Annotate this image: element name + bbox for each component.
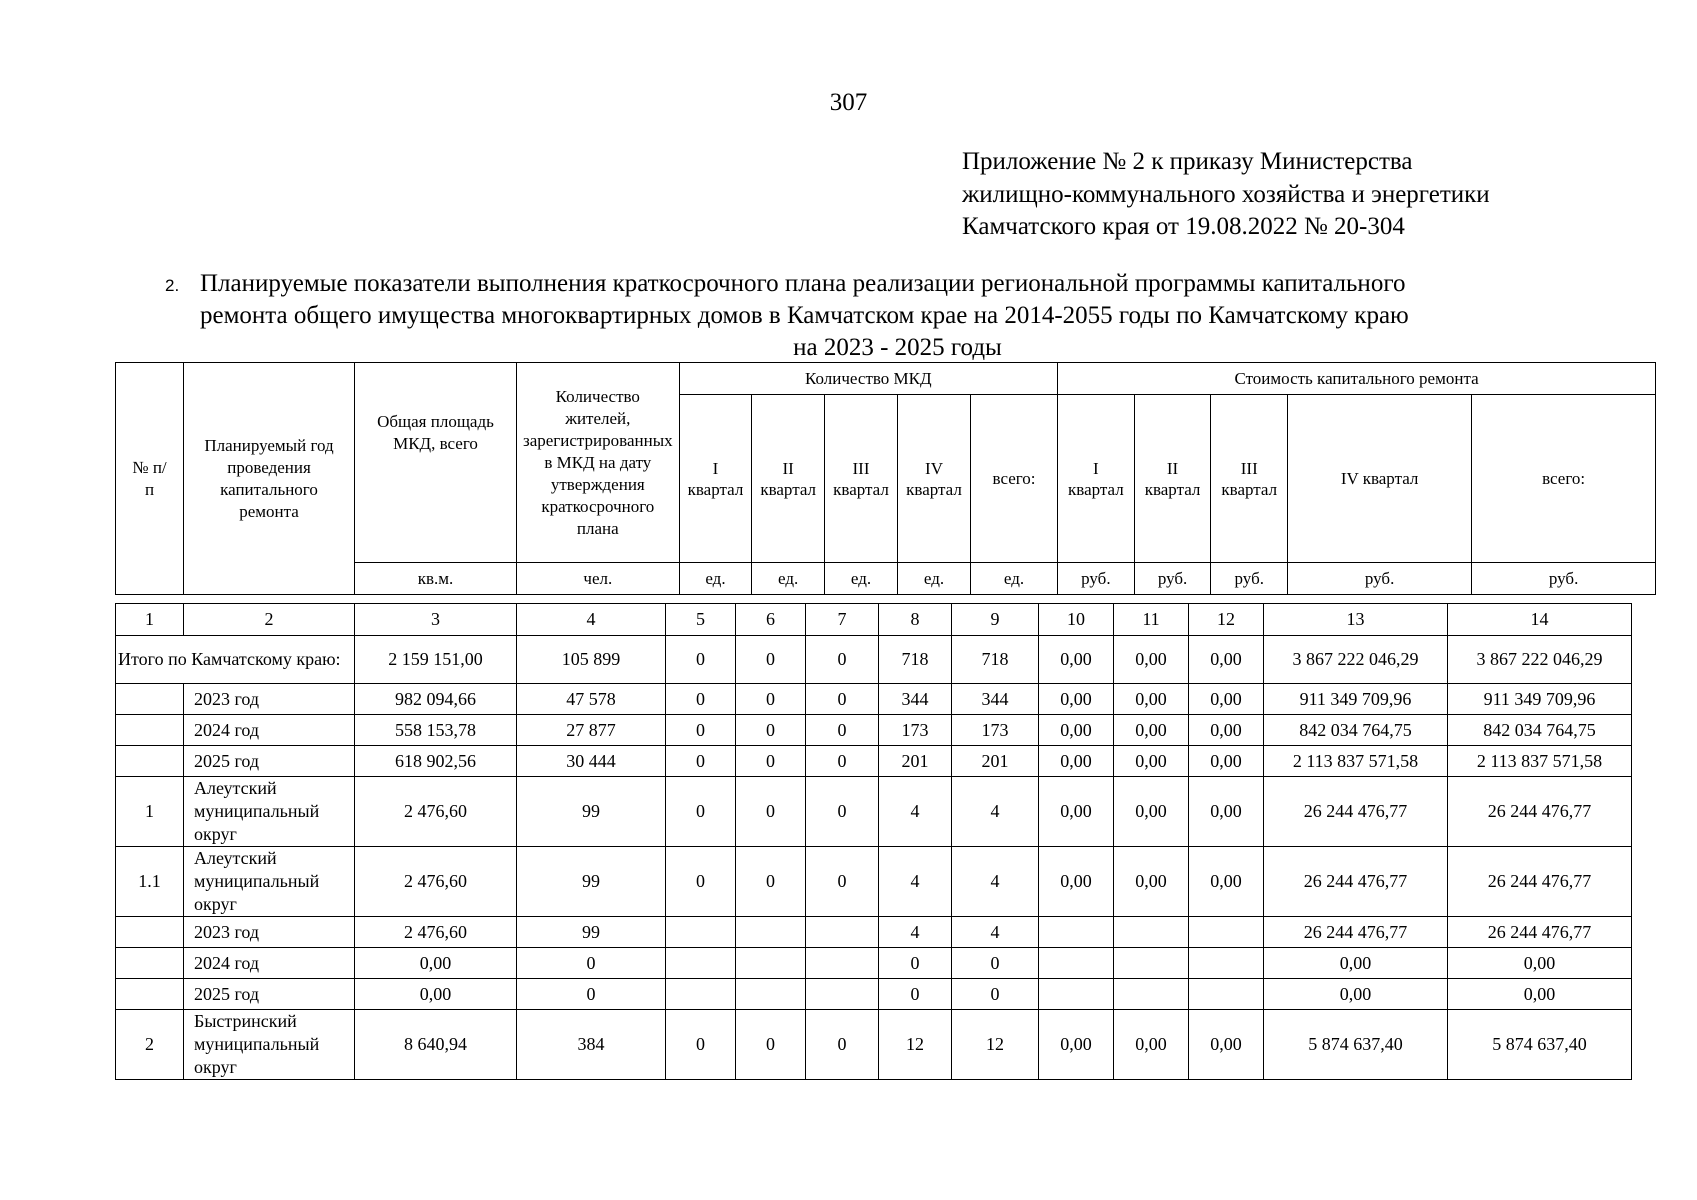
header-mkd-count: Количество МКД — [679, 363, 1057, 395]
header-cost-q2: II квартал — [1134, 395, 1211, 563]
cell-c2: 0,00 — [1114, 777, 1189, 847]
title-line: на 2023 - 2025 годы — [793, 334, 1002, 361]
table-row — [116, 777, 1632, 847]
unit-cell: ед. — [679, 563, 752, 595]
cell-c3: 0,00 — [1189, 684, 1264, 715]
header-cost-q4: IV квартал — [1288, 395, 1472, 563]
col-number: 14 — [1448, 604, 1632, 636]
cell-m2: 0 — [736, 746, 806, 777]
cell-residents: 47 578 — [517, 684, 666, 715]
cell-residents: 30 444 — [517, 746, 666, 777]
row-number: 2 — [116, 1010, 184, 1080]
table-row — [116, 684, 1632, 715]
col-number: 4 — [517, 604, 666, 636]
header-cost-total: всего: — [1472, 395, 1656, 563]
cell-m2: 0 — [736, 777, 806, 847]
cell-residents: 99 — [517, 777, 666, 847]
cell-c3: 0,00 — [1189, 1010, 1264, 1080]
cell-residents: 0 — [517, 948, 666, 979]
cell-m2 — [736, 948, 806, 979]
cell-c2 — [1114, 917, 1189, 948]
unit-cell: руб. — [1211, 563, 1288, 595]
cell-m4: 173 — [879, 715, 952, 746]
cell-m3: 0 — [806, 847, 879, 917]
row-number — [116, 746, 184, 777]
header-residents: Количество жителей, зарегистрированных в МКД на дату утверждения краткосрочного плана — [517, 363, 680, 563]
cell-m4: 718 — [879, 636, 952, 684]
cell-area: 2 159 151,00 — [355, 636, 517, 684]
cell-c3 — [1189, 917, 1264, 948]
cell-mt: 201 — [952, 746, 1039, 777]
cell-m3 — [806, 948, 879, 979]
cell-area: 0,00 — [355, 979, 517, 1010]
header-mkd-q1: I квартал — [679, 395, 752, 563]
cell-c4: 842 034 764,75 — [1264, 715, 1448, 746]
col-number: 1 — [116, 604, 184, 636]
cell-residents: 99 — [517, 847, 666, 917]
col-number: 3 — [355, 604, 517, 636]
table-row — [116, 948, 1632, 979]
appendix-line: Камчатского края от 19.08.2022 № 20-304 — [962, 213, 1405, 240]
cell-m2 — [736, 917, 806, 948]
cell-c4: 0,00 — [1264, 948, 1448, 979]
row-name: 2024 год — [184, 715, 355, 746]
row-name: 2023 год — [184, 917, 355, 948]
cell-area: 2 476,60 — [355, 847, 517, 917]
cell-c2: 0,00 — [1114, 715, 1189, 746]
cell-c3: 0,00 — [1189, 746, 1264, 777]
header-mkd-q2: II квартал — [752, 395, 825, 563]
cell-m1: 0 — [666, 1010, 736, 1080]
column-numbers-row — [116, 604, 1632, 636]
cell-ct: 0,00 — [1448, 948, 1632, 979]
cell-m1: 0 — [666, 847, 736, 917]
header-cost-q1: I квартал — [1058, 395, 1135, 563]
cell-area: 2 476,60 — [355, 917, 517, 948]
row-number: 1.1 — [116, 847, 184, 917]
table-row — [116, 1010, 1632, 1080]
appendix-note — [962, 146, 1490, 244]
cell-m3: 0 — [806, 636, 879, 684]
cell-m1 — [666, 979, 736, 1010]
cell-mt: 4 — [952, 777, 1039, 847]
cell-mt: 344 — [952, 684, 1039, 715]
cell-m3: 0 — [806, 715, 879, 746]
title-line: ремонта общего имущества многоквартирных домов в Камчатском крае на 2014-2055 годы по Камчатскому краю — [200, 302, 1409, 329]
col-number: 7 — [806, 604, 879, 636]
cell-ct: 26 244 476,77 — [1448, 777, 1632, 847]
table-header — [115, 362, 1656, 595]
unit-cell: ед. — [752, 563, 825, 595]
cell-c2: 0,00 — [1114, 636, 1189, 684]
cell-mt: 718 — [952, 636, 1039, 684]
section-number: 2. — [165, 276, 180, 295]
unit-cell: руб. — [1472, 563, 1656, 595]
document-title — [150, 268, 1595, 364]
row-number: 1 — [116, 777, 184, 847]
cell-c4: 26 244 476,77 — [1264, 847, 1448, 917]
row-name: 2025 год — [184, 746, 355, 777]
cell-ct: 842 034 764,75 — [1448, 715, 1632, 746]
col-number: 10 — [1039, 604, 1114, 636]
cell-c4: 26 244 476,77 — [1264, 777, 1448, 847]
cell-c1 — [1039, 917, 1114, 948]
cell-c1: 0,00 — [1039, 746, 1114, 777]
unit-cell: руб. — [1288, 563, 1472, 595]
cell-ct: 0,00 — [1448, 979, 1632, 1010]
cell-c3: 0,00 — [1189, 636, 1264, 684]
table-row — [116, 746, 1632, 777]
cell-c2: 0,00 — [1114, 684, 1189, 715]
cell-m4: 0 — [879, 948, 952, 979]
cell-c1: 0,00 — [1039, 1010, 1114, 1080]
col-number: 13 — [1264, 604, 1448, 636]
cell-area: 2 476,60 — [355, 777, 517, 847]
cell-m1 — [666, 917, 736, 948]
col-number: 6 — [736, 604, 806, 636]
header-mkd-q3: III квартал — [825, 395, 898, 563]
cell-m3: 0 — [806, 1010, 879, 1080]
row-name: 2023 год — [184, 684, 355, 715]
cell-ct: 26 244 476,77 — [1448, 917, 1632, 948]
cell-m3: 0 — [806, 777, 879, 847]
row-number — [116, 715, 184, 746]
title-line: Планируемые показатели выполнения краткосрочного плана реализации региональной программы капитального — [200, 270, 1406, 297]
cell-m2: 0 — [736, 684, 806, 715]
cell-residents: 27 877 — [517, 715, 666, 746]
cell-m4: 201 — [879, 746, 952, 777]
col-number: 5 — [666, 604, 736, 636]
cell-m2 — [736, 979, 806, 1010]
cell-residents: 99 — [517, 917, 666, 948]
cell-ct: 26 244 476,77 — [1448, 847, 1632, 917]
cell-c3: 0,00 — [1189, 777, 1264, 847]
cell-c2 — [1114, 948, 1189, 979]
data-table — [115, 603, 1632, 1080]
appendix-line: Приложение № 2 к приказу Министерства — [962, 148, 1413, 175]
col-number: 12 — [1189, 604, 1264, 636]
cell-m2: 0 — [736, 636, 806, 684]
appendix-line: жилищно-коммунального хозяйства и энергетики — [962, 180, 1490, 208]
cell-mt: 0 — [952, 979, 1039, 1010]
cell-ct: 2 113 837 571,58 — [1448, 746, 1632, 777]
cell-m3 — [806, 979, 879, 1010]
cell-ct: 5 874 637,40 — [1448, 1010, 1632, 1080]
unit-cell: ед. — [971, 563, 1058, 595]
cell-mt: 12 — [952, 1010, 1039, 1080]
table-row — [116, 917, 1632, 948]
cell-c4: 911 349 709,96 — [1264, 684, 1448, 715]
table-body — [116, 604, 1632, 1080]
row-number — [116, 979, 184, 1010]
header-planned-year: Планируемый год проведения капитального ремонта — [184, 363, 355, 595]
cell-m3: 0 — [806, 746, 879, 777]
cell-mt: 0 — [952, 948, 1039, 979]
cell-m4: 344 — [879, 684, 952, 715]
cell-c4: 0,00 — [1264, 979, 1448, 1010]
col-number: 9 — [952, 604, 1039, 636]
cell-residents: 384 — [517, 1010, 666, 1080]
row-name: Быстринский муниципальный округ — [184, 1010, 355, 1080]
cell-m4: 4 — [879, 847, 952, 917]
cell-c3: 0,00 — [1189, 715, 1264, 746]
cell-c1 — [1039, 979, 1114, 1010]
row-number — [116, 684, 184, 715]
cell-m4: 4 — [879, 917, 952, 948]
row-number — [116, 948, 184, 979]
col-number: 8 — [879, 604, 952, 636]
unit-cell: ед. — [898, 563, 971, 595]
col-number: 2 — [184, 604, 355, 636]
cell-c3 — [1189, 979, 1264, 1010]
cell-ct: 911 349 709,96 — [1448, 684, 1632, 715]
cell-m3: 0 — [806, 684, 879, 715]
cell-area: 8 640,94 — [355, 1010, 517, 1080]
cell-c2: 0,00 — [1114, 1010, 1189, 1080]
col-number: 11 — [1114, 604, 1189, 636]
cell-m4: 0 — [879, 979, 952, 1010]
cell-area: 982 094,66 — [355, 684, 517, 715]
unit-cell: руб. — [1058, 563, 1135, 595]
table-row — [116, 715, 1632, 746]
cell-m1: 0 — [666, 684, 736, 715]
cell-residents: 105 899 — [517, 636, 666, 684]
cell-area: 618 902,56 — [355, 746, 517, 777]
page-number: 307 — [829, 89, 868, 116]
cell-m3 — [806, 917, 879, 948]
cell-c1: 0,00 — [1039, 777, 1114, 847]
cell-m1: 0 — [666, 715, 736, 746]
cell-area: 0,00 — [355, 948, 517, 979]
row-name: Алеутский муниципальный округ — [184, 847, 355, 917]
row-name: 2025 год — [184, 979, 355, 1010]
cell-c3: 0,00 — [1189, 847, 1264, 917]
cell-m4: 12 — [879, 1010, 952, 1080]
header-num: № п/п — [116, 363, 184, 595]
cell-c1: 0,00 — [1039, 715, 1114, 746]
cell-m2: 0 — [736, 715, 806, 746]
cell-m1: 0 — [666, 777, 736, 847]
cell-c4: 26 244 476,77 — [1264, 917, 1448, 948]
cell-residents: 0 — [517, 979, 666, 1010]
cell-c4: 2 113 837 571,58 — [1264, 746, 1448, 777]
cell-m2: 0 — [736, 1010, 806, 1080]
cell-c2: 0,00 — [1114, 746, 1189, 777]
cell-m2: 0 — [736, 847, 806, 917]
header-total-area: Общая площадь МКД, всего — [355, 363, 517, 563]
unit-cell: руб. — [1134, 563, 1211, 595]
header-mkd-q4: IV квартал — [898, 395, 971, 563]
cell-m1 — [666, 948, 736, 979]
cell-m4: 4 — [879, 777, 952, 847]
cell-c1 — [1039, 948, 1114, 979]
cell-m1: 0 — [666, 636, 736, 684]
table-row — [116, 847, 1632, 917]
cell-c2 — [1114, 979, 1189, 1010]
header-repair-cost: Стоимость капитального ремонта — [1058, 363, 1656, 395]
cell-mt: 4 — [952, 847, 1039, 917]
table-row — [116, 979, 1632, 1010]
header-mkd-total: всего: — [971, 395, 1058, 563]
row-name: Итого по Камчатскому краю: — [116, 636, 355, 684]
cell-c1: 0,00 — [1039, 636, 1114, 684]
cell-c3 — [1189, 948, 1264, 979]
row-name: 2024 год — [184, 948, 355, 979]
unit-cell: ед. — [825, 563, 898, 595]
cell-ct: 3 867 222 046,29 — [1448, 636, 1632, 684]
cell-c4: 5 874 637,40 — [1264, 1010, 1448, 1080]
row-name: Алеутский муниципальный округ — [184, 777, 355, 847]
cell-c1: 0,00 — [1039, 684, 1114, 715]
cell-area: 558 153,78 — [355, 715, 517, 746]
unit-cell: чел. — [517, 563, 680, 595]
table-row — [116, 636, 1632, 684]
header-cost-q3: III квартал — [1211, 395, 1288, 563]
cell-c2: 0,00 — [1114, 847, 1189, 917]
cell-c4: 3 867 222 046,29 — [1264, 636, 1448, 684]
cell-mt: 4 — [952, 917, 1039, 948]
cell-m1: 0 — [666, 746, 736, 777]
cell-mt: 173 — [952, 715, 1039, 746]
row-number — [116, 917, 184, 948]
unit-cell: кв.м. — [355, 563, 517, 595]
cell-c1: 0,00 — [1039, 847, 1114, 917]
